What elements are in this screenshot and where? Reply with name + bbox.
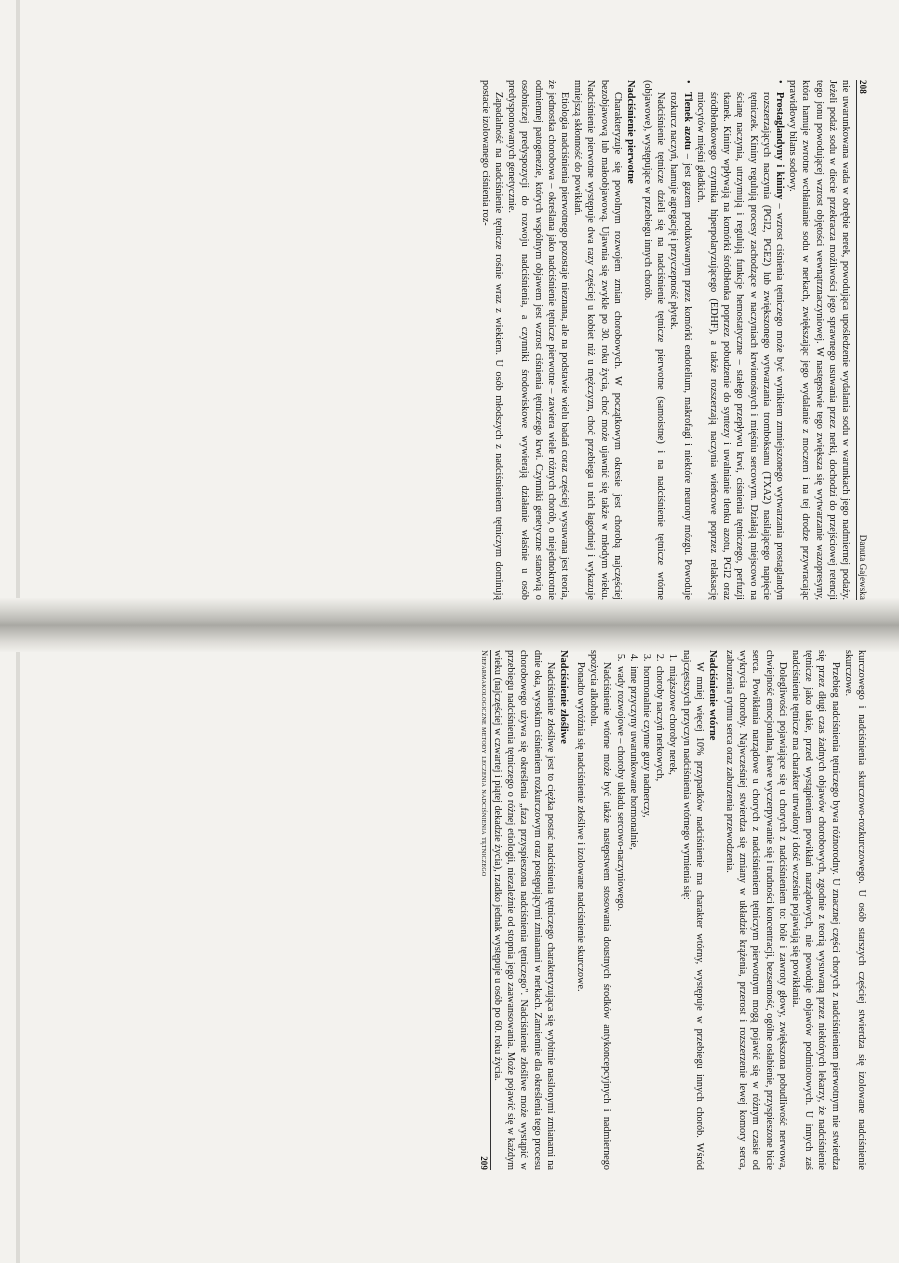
paragraph: Etiologia nadciśnienia pierwotnego pozostaje nieznana, ale na podstawie wielu badań coraz częściej wysuwana jest teoria, że jednostka chorobowa – określana jako nadciśnienie tętnicze pierwotne – zawiera wiele różnych chorób, o niejednokrotnie odmiennej patogenezie, których wspólnym objawem jest wzrost ciśnienia tętniczego krwi. Czynniki genetyczne stanowią o osobniczej predyspozycji do rozwoju nadciśnienia, a czynniki środowiskowe wywierają działanie właśnie u osób predysponowanych genetycznie.: [506, 80, 570, 600]
page-number: 208: [858, 80, 868, 94]
bullet-text: – jest gazem produkowanym przez komórki endotelium, makrofagi i niektóre neurony mózgu. Powoduje rozkurcz naczyń, hamuje agregację i przyczepność płytek.: [668, 92, 693, 600]
list-item: 3. hormonalnie czynne guzy nadnerczy,: [640, 664, 653, 1170]
paragraph: Dolegliwości pojawiające się u chorych z nadciśnieniem to: bóle i zawroty głowy, zwiększona pobudliwość nerwowa, chwiejność emocjonalna, łatwe wyczerpywanie się i trudności koncentracji, bezsenność, ogólne osłabienie, przyspieszone bicie serca. Powikłania narządowe u chorych z nadciśnieniem tętniczym pierwotnym mogą pojawić się w różnym czasie od wykrycia choroby. Najwcześniej stwierdza się zmiany w układzie krążenia, przerost i rozszerzenie lewej komory serca, zaburzenia rytmu serca oraz zaburzenia przewodzenia.: [723, 650, 788, 1170]
running-author: Danuta Gajewska: [858, 534, 868, 600]
page-209: [474, 650, 868, 1170]
paragraph: Nadciśnienie tętnicze dzieli się na nadciśnienie tętnicze pierwotne (samoistne) i na nadciśnienie tętnicze wtórne (objawowe), występujące w przebiegu innych chorób.: [641, 80, 667, 600]
paragraph: W mniej więcej 10% przypadków nadciśnienie ma charakter wtórny, występuje w przebiegu innych chorób. Wśród najczęstszych przyczyn nadciśnienia wtórnego wymienia się:: [680, 650, 705, 1170]
paragraph: Nadciśnienie wtórne może być także następstwem stosowania doustnych środków antykoncepcyjnych i nadmiernego spożycia alkoholu.: [588, 650, 613, 1170]
section-heading: Nadciśnienie wtórne: [706, 650, 718, 741]
causes-list: [613, 650, 679, 1170]
bullet-term: Tlenek azotu: [681, 92, 693, 150]
bullet-text: – wzrost ciśnienia tętniczego może być wynikiem zmniejszonego wytwarzania prostaglandyn rozszerzających naczynia (PGI2, PGE2) lub zwiększonego wytwarzania tromboksanu (TXA2) nasilającego napięcie tętniczek. Kininy regulują procesy zachodzące w naczyniach krwionośnych i mięśniu sercowym. Działają miejscowo na ścianę naczynia, utrzymują i regulują funkcje hemostatyczne – stałego przepływu krwi, ciśnienia tętniczego, perfuzji tkanek. Kininy wpływają na komórki śródbłonka poprzez pobudzenie do syntezy i uwalnianie tlenku azotu, PGI2 oraz śródbłonkowego czynnika hiperpolaryzującego (EDHF), a także rozszerzają naczynia wieńcowe poprzez relaksację miocytów mięśni gładkich.: [694, 92, 785, 601]
bullet-tlenek-azotu: [667, 80, 693, 600]
bullet-prostaglandyny: [694, 80, 786, 600]
paragraph: Nadciśnienie złośliwe jest to ciężka postać nadciśnienia tętniczego charakteryzująca się wybitnie nasilonymi zmianami na dnie oka, wysokim ciśnieniem rozkurczowym oraz postępującymi zmianami w nerkach. Zamiennie dla określenia tego procesu chorobowego używa się określenia „faza przyspieszona nadciśnienia tętniczego". Nadciśnienie złośliwe może wystąpić w przebiegu nadciśnienia tętniczego o różnej etiologii, niezależnie od stopnia jego zaawansowania. Może pojawić się w każdym wieku (najczęściej w czwartej i piątej dekadzie życia), rzadko jednak występuje u osób po 60. roku życia.: [491, 650, 556, 1170]
paragraph: kurczowego i nadciśnienia skurczowo-rozkurczowego. U osób starszych częściej stwierdza się izolowane nadciśnienie skurczowe.: [842, 650, 867, 1170]
list-item: 4. inne przyczyny uwarunkowane hormonalnie,: [627, 664, 640, 1170]
paragraph: nie uwarunkowana wada w obrębie nerek, powodująca upośledzenie wydalania sodu w warunkach jego nadmiernej podaży. Jeżeli podaż sodu w diecie przekracza możliwości jego sprawnego usuwania przez nerki, dochodzi do przejściowej retencji tego jonu powodującej wzrost objętości wewnątrznaczyniowej. W następstwie tego zwiększa się wytwarzanie wazopresyny, która hamuje zwrotne wchłanianie sodu w nerkach, zwiększając jego wydalanie z moczem i na tej drodze przywracając prawidłowy bilans sodowy.: [787, 80, 851, 600]
list-item: 1. miąższowe choroby nerek,: [666, 664, 679, 1170]
page-208: [479, 80, 868, 600]
section-heading: Nadciśnienie złośliwe: [557, 650, 569, 744]
running-footer: [478, 650, 491, 1170]
paragraph: Ponadto wyróżnia się nadciśnienie złośliwe i izolowane nadciśnienie skurczowe.: [574, 662, 586, 992]
list-item: 2. choroby naczyń nerkowych,: [653, 664, 666, 1170]
paragraph: Charakteryzuje się powolnym rozwojem zmian chorobowych. W początkowym okresie jest chorobą najczęściej bezobjawową lub małoobjawową. Ujawnia się zwykle po 30. roku życia, choć może ujawnić się także w młodym wieku. Nadciśnienie pierwotne występuje dwa razy częściej u kobiet niż u mężczyzn, choć przebiega u nich łagodniej i wykazuje mniejszą skłonność do powikłań.: [572, 80, 623, 600]
running-title: Niefarmakologiczne metody leczenia nadciśnienia tętniczego: [479, 650, 489, 877]
bullet-term: Prostaglandyny i kininy: [773, 92, 785, 200]
book-spine-shadow: [0, 598, 899, 652]
paragraph: Przebieg nadciśnienia tętniczego bywa różnorodny. U znacznej części chorych z nadciśnieniem pierwotnym nie stwierdza się przez długi czas żadnych objawów chorobowych, zgodnie z teorią wysuwaną przez niektórych lekarzy, że nadciśnienie tętnicze jako takie, przed wystąpieniem powikłań narządowych, nie powoduje objawów podmiotowych. U innych zaś nadciśnienie tętnicze ma charakter utrwalony i dość wcześnie pojawiają się powikłania.: [789, 650, 841, 1170]
running-header: [856, 80, 868, 600]
section-heading: Nadciśnienie pierwotne: [624, 80, 636, 184]
page-number: 209: [478, 1156, 489, 1170]
paragraph: Zapadalność na nadciśnienie tętnicze rośnie wraz z wiekiem. U osób młodszych z nadciśnieniem tętniczym dominują postacie izolowanego ciśnienia roz-: [479, 80, 504, 600]
list-item: 5. wady rozwojowe – choroby układu sercowo-naczyniowego.: [613, 664, 626, 1170]
